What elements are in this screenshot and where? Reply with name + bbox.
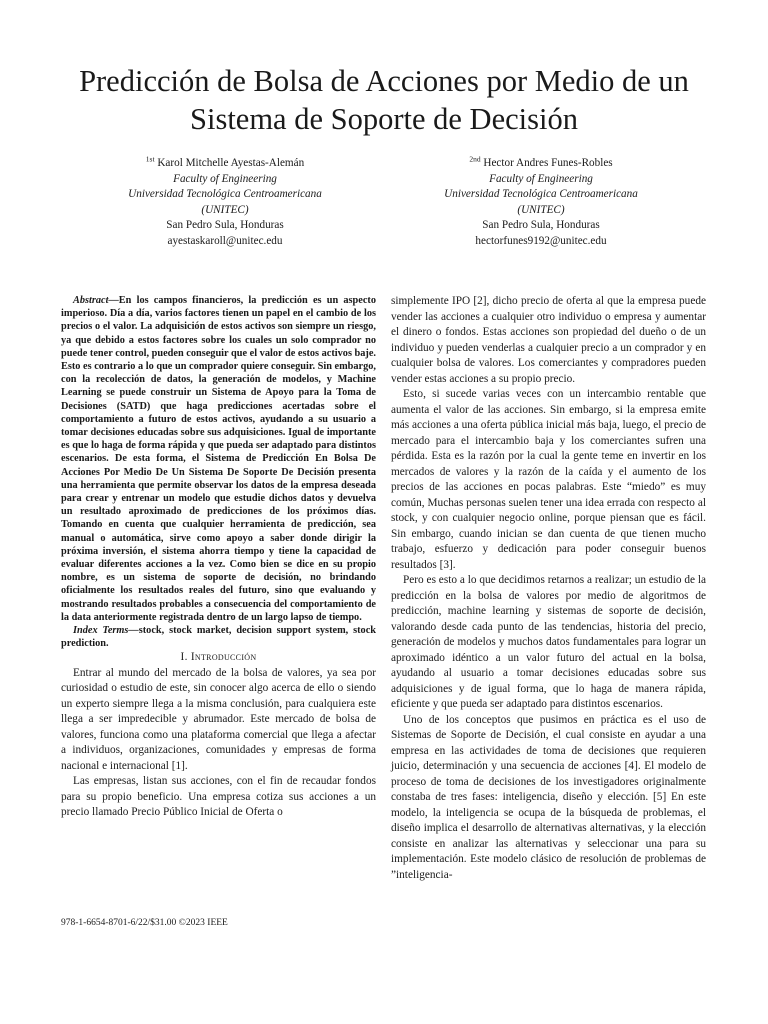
author-university-abbrev: (UNITEC) [201,203,249,216]
body-paragraph: simplemente IPO [2], dicho precio de oferta al que la empresa puede vender las acciones a cualquier otro individuo o empresa y aumentar el dinero o fondos. Estas acciones son propiedad del dueño o de un individuo y pueden venderlas a cualquier precio a un comprador y en cualquier bolsa de valores. Los comerciantes y compradores pueden vender estas acciones a su propio precio. [391,295,706,385]
body-paragraph: Pero es esto a lo que decidimos retarnos a realizar; un estudio de la predicción en la bolsa de valores por medio de algoritmos de predicción, machine learning y sistemas de soporte de decisión, valorando desde cada punto de las tendencias, historia del precio, generación de modelos y muchos datos fundamentales para lograr un aproximado idéntico a un valor futuro del actual en la bolsa, ayudando al usuario a tomar decisiones educadas sobre sus adquisiciones y de igual forma, que lo haga de manera rápida, eficiente y que pueda ser adaptado para distintos escenarios. [391,574,706,710]
abstract [61,294,376,650]
body-paragraph: Entrar al mundo del mercado de la bolsa de valores, ya sea por curiosidad o estudio de este, sin conocer algo acerca de ello o siendo un experto siempre llega a la misma conclusión, para cualquiera este llega a ser impredecible y abrumador. Este mercado de bolsa de valores, funciona como una plataforma comercial que llega a afectar a individuos, organizaciones, comunidades y empresas de forma nacional e internacional [1]. [61,666,376,772]
author-name: Hector Andres Funes-Robles [483,157,613,169]
author-ordinal: 1st [145,154,155,164]
author-university-abbrev: (UNITEC) [517,203,565,216]
author-email: hectorfunes9192@unitec.edu [475,234,607,247]
body-paragraph: Uno de los conceptos que pusimos en práctica es el uso de Sistemas de Soporte de Decisión, el cual consiste en ayudar a una empresa en las actividades de toma de decisiones que requieren juicio, determinación y una secuencia de acciones [4]. El modelo de proceso de toma de decisiones de los investigadores originalmente constaba de tres fases: inteligencia, diseño y elección. [5] En este modelo, la inteligencia se ocupa de la búsqueda de problemas, el diseño implica el desarrollo de alternativas alternativas, y la elección consiste en analizar las alternativas y seleccionar una para su implementación. Este modelo clásico de resolución de problemas de ”inteligencia- [391,713,706,881]
author-faculty: Faculty of Engineering [173,172,277,185]
body-paragraph: Esto, si sucede varias veces con un intercambio rentable que aumenta el valor de las acciones. Sin embargo, si la empresa emite más acciones a una oferta pública inicial más baja, luego, el precio de mercado para el intercambio baja y los comerciantes sufren una pérdida. Esta es la razón por la cual la gente teme en invertir en los mercados de valores y la razón de la caída y el aumento de los precios de las acciones en pocas palabras. Este “miedo” es muy común, Muchas personas suelen tener una idea errada con respecto al stock, y con cualquier negocio online, porque piensan que es fácil. Sin embargo, cuando inician se dan cuenta de que tienen mucho trabajo, esfuerzo y dedicación para poder conseguir buenos resultados [3]. [391,388,706,571]
section-heading-introduccion: I. Introducción [180,651,257,664]
paper-title: Predicción de Bolsa de Acciones por Medio de un Sistema de Soporte de Decisión [79,64,689,136]
body-paragraph: Las empresas, listan sus acciones, con el fin de recaudar fondos para su propio beneficio. Una empresa cotiza sus acciones a un precio llamado Precio Público Inicial de Oferta o [61,775,376,819]
author-name: Karol Mitchelle Ayestas-Alemán [157,157,305,169]
abstract-paragraph [61,294,376,624]
author-faculty: Faculty of Engineering [489,172,593,185]
author-name-line [376,156,706,172]
left-column [61,294,376,821]
author-block-2 [376,156,706,249]
abstract-label: Abstract— [73,295,119,306]
index-terms [61,624,376,650]
index-terms-label: Index Terms— [73,625,139,637]
abstract-text: En los campos financieros, la predicción es un aspecto imperioso. Día a día, varios factores tienen un papel en el cambio de los precios o el valor. La adquisición de estos activos son siempre un riesgo, ya que debido a estos factores sobre los cuales un solo comprador no puede tener control, pueden conseguir que el valor de estos activos baje. Esto es contrario a lo que un comprador quiere conseguir. Sin embargo, con la recolección de datos, la generación de modelos, y Machine Learning se puede construir un Sistema de Apoyo para la Toma de Decisiones (SATD) que haga predicciones acertadas sobre el comportamiento a futuro de estos activos, ayudando a su usuario a tomar decisiones educadas sobre sus adquisiciones. Igual de importante es que lo haga de forma rápida y que pueda ser adaptado para distintos escenarios. De esta forma, el Sistema de Predicción En Bolsa De Acciones Por Medio De Un Sistema De Soporte De Decisión presenta una herramienta que permite observar los datos de la empresa deseada para crear y entrenar un modelo que estudie dichos datos y devuelva un resultado aproximado de predicciones de los próximos días. Tomando en cuenta que cualquier herramienta de predicción, sea manual o automática, sirve como apoyo a saber donde dirigir la próxima inversión, el sistema ahorra tiempo y tiene la capacidad de evaluar diferentes acciones a la vez. Como bien se dice en su propio nombre, es un sistema de soporte de decisión, no brindando oficialmente los resultados reales del futuro, sino que evaluando y mostrando resultados probables a consecuencia del comportamiento de la data anteriormente registrada dentro de un largo lapso de tiempo. [61,295,376,623]
right-column [391,294,706,883]
author-name-line [60,156,390,172]
author-ordinal: 2nd [469,154,481,164]
author-block-1 [60,156,390,249]
author-city: San Pedro Sula, Honduras [166,219,284,231]
author-university: Universidad Tecnológica Centroamericana [128,188,322,200]
author-city: San Pedro Sula, Honduras [482,219,600,231]
author-email: ayestaskaroll@unitec.edu [167,234,283,247]
copyright-footer: 978-1-6654-8701-6/22/$31.00 ©2023 IEEE [61,918,228,928]
author-university: Universidad Tecnológica Centroamericana [444,188,638,200]
index-terms-text: stock, stock market, decision support system, stock prediction. [61,625,376,650]
